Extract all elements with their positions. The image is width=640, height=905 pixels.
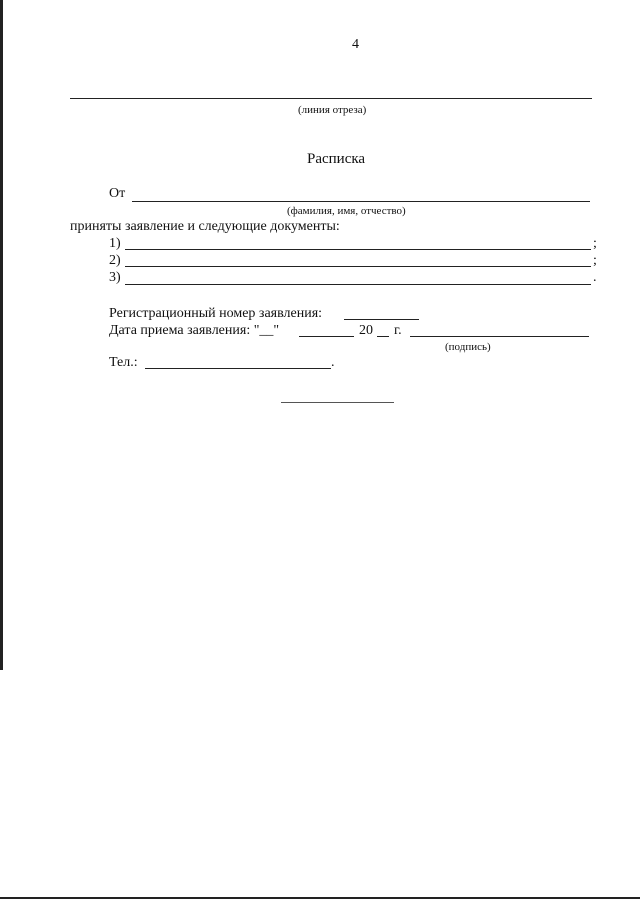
document-2-number: 2) bbox=[109, 253, 121, 268]
phone-label: Тел.: bbox=[109, 355, 138, 370]
scan-edge-left bbox=[0, 0, 3, 670]
scan-edge-bottom bbox=[0, 897, 640, 899]
date-year-line bbox=[377, 336, 389, 337]
accepted-documents-text: приняты заявление и следующие документы: bbox=[70, 219, 340, 234]
document-1-line bbox=[125, 249, 591, 250]
document-1-number: 1) bbox=[109, 236, 121, 251]
date-year-prefix: 20 bbox=[359, 323, 373, 338]
fio-hint: (фамилия, имя, отчество) bbox=[287, 205, 406, 217]
document-1-end: ; bbox=[593, 236, 597, 251]
phone-end: . bbox=[331, 355, 335, 370]
reg-number-label: Регистрационный номер заявления: bbox=[109, 306, 323, 321]
document-2-line bbox=[125, 266, 591, 267]
from-label: От bbox=[109, 186, 126, 201]
document-3-number: 3) bbox=[109, 270, 121, 285]
closing-separator bbox=[281, 402, 394, 403]
cut-line-label: (линия отреза) bbox=[298, 104, 367, 116]
receipt-title: Расписка bbox=[307, 151, 366, 167]
page-number: 4 bbox=[352, 37, 359, 52]
date-year-suffix: г. bbox=[394, 323, 402, 338]
reg-number-line bbox=[344, 319, 419, 320]
signature-hint: (подпись) bbox=[445, 341, 491, 353]
cut-line bbox=[70, 98, 592, 99]
signature-line bbox=[410, 336, 589, 337]
document-3-end: . bbox=[593, 270, 597, 285]
document-2-end: ; bbox=[593, 253, 597, 268]
fio-line bbox=[132, 201, 590, 202]
date-month-line bbox=[299, 336, 354, 337]
date-label: Дата приема заявления: "__" bbox=[109, 323, 280, 338]
phone-line bbox=[145, 368, 331, 369]
document-3-line bbox=[125, 284, 591, 285]
